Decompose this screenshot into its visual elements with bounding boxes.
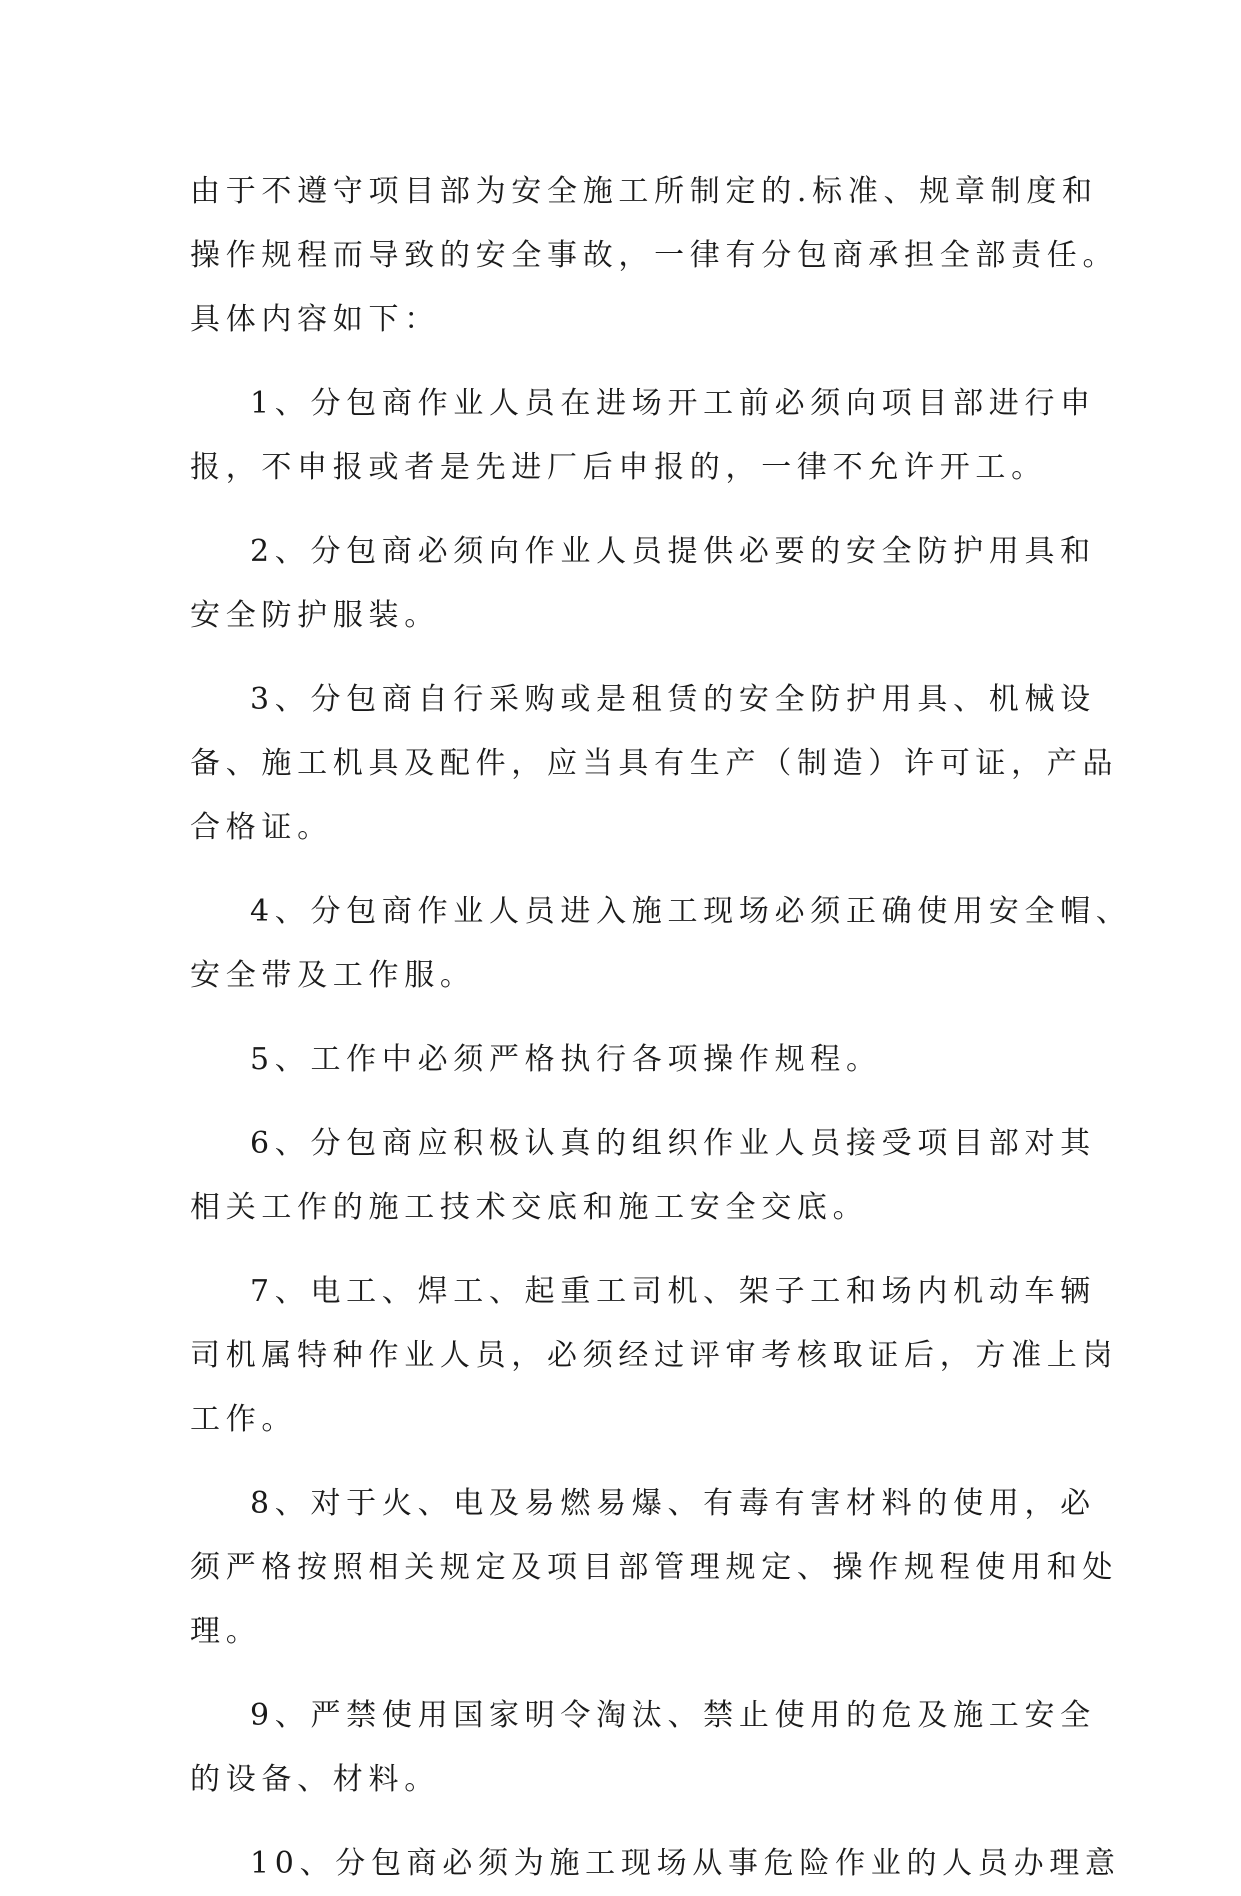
paragraph-7-line-3: 工作。 [190, 1402, 298, 1437]
paragraph-3-line-3: 合格证。 [190, 810, 333, 845]
paragraph-7-line-1: 7、电工、焊工、起重工司机、架子工和场内机动车辆 [250, 1274, 1096, 1309]
paragraph-4-line-1: 4、分包商作业人员进入施工现场必须正确使用安全帽、 [250, 894, 1132, 929]
paragraph-5-line-1: 5、工作中必须严格执行各项操作规程。 [250, 1042, 882, 1077]
paragraph-2-line-2: 安全防护服装。 [190, 598, 440, 633]
paragraph-7-line-2: 司机属特种作业人员，必须经过评审考核取证后，方准上岗 [190, 1338, 1119, 1373]
paragraph-9-line-1: 9、严禁使用国家明令淘汰、禁止使用的危及施工安全 [250, 1698, 1096, 1733]
paragraph-4-line-2: 安全带及工作服。 [190, 958, 476, 993]
document-body [190, 160, 1132, 1896]
paragraph-9-line-2: 的设备、材料。 [190, 1762, 440, 1797]
paragraph-8-line-1: 8、对于火、电及易燃易爆、有毒有害材料的使用，必 [250, 1486, 1096, 1521]
text-line: 操作规程而导致的安全事故，一律有分包商承担全部责任。 [190, 238, 1119, 273]
paragraph-2-line-1: 2、分包商必须向作业人员提供必要的安全防护用具和 [250, 534, 1096, 569]
paragraph-6-line-1: 6、分包商应积极认真的组织作业人员接受项目部对其 [250, 1126, 1096, 1161]
paragraph-10-line-1: 10、分包商必须为施工现场从事危险作业的人员办理意 [250, 1846, 1121, 1881]
text-line: 具体内容如下： [190, 302, 440, 337]
paragraph-8-line-2: 须严格按照相关规定及项目部管理规定、操作规程使用和处 [190, 1550, 1119, 1585]
text-line: 由于不遵守项目部为安全施工所制定的.标准、规章制度和 [190, 174, 1098, 209]
paragraph-8-line-3: 理。 [190, 1614, 262, 1649]
paragraph-6-line-2: 相关工作的施工技术交底和施工安全交底。 [190, 1190, 869, 1225]
paragraph-1-line-1: 1、分包商作业人员在进场开工前必须向项目部进行申 [250, 386, 1096, 421]
paragraph-3-line-1: 3、分包商自行采购或是租赁的安全防护用具、机械设 [250, 682, 1096, 717]
paragraph-3-line-2: 备、施工机具及配件，应当具有生产（制造）许可证，产品 [190, 746, 1119, 781]
paragraph-1-line-2: 报，不申报或者是先进厂后申报的，一律不允许开工。 [190, 450, 1047, 485]
